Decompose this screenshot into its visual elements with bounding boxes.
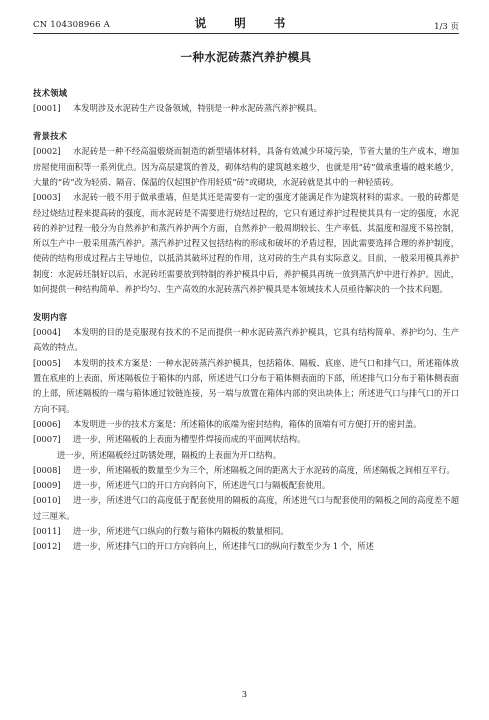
paragraph: [33, 417, 459, 432]
paragraph-number: [0009]: [33, 480, 61, 491]
document-body: [33, 86, 459, 555]
patent-number: CN 104308966 A: [33, 20, 110, 30]
paragraph: [33, 539, 459, 554]
paragraph-continuation: 进一步，所述隔板经过防锈处理，隔板的上表面为开口结构。: [57, 449, 282, 460]
paragraph-number: [0001]: [33, 103, 61, 114]
paragraph-number: [0007]: [33, 434, 61, 445]
paragraph-number: [0011]: [33, 526, 61, 537]
paragraph-text: 本发明涉及水泥砖生产设备领域，特别是一种水泥砖蒸汽养护模具。: [73, 103, 322, 114]
paragraph-text: 进一步，所述进气口的开口方向斜向下，所述进气口与隔板配套使用。: [73, 480, 331, 491]
paragraph-number: [0010]: [33, 495, 61, 506]
paragraph-text: 进一步，所述隔板的数量至少为三个，所述隔板之间的距离大于水泥砖的高度，所述隔板之间相互平行。: [73, 464, 455, 475]
section-heading: 技术领域: [33, 88, 68, 98]
paragraph-text: 本发明的技术方案是：一种水泥砖蒸汽养护模具，包括箱体、隔板、底座、进气口和排气口，所述箱体放置在底座的上表面，所述隔板位于箱体的内部，所述进气口分布于箱体侧表面的下部，所述排气口分布于箱体侧表面的上部，所述隔板的一端与箱体通过铰链连接，另一端与放置在箱体内部的突出块体上；所述进气口与排气口的开口方向不同。: [33, 357, 459, 414]
paragraph-text: 进一步，所述隔板的上表面为槽型件焊接而成的平面网状结构。: [73, 434, 306, 445]
header-rule: [33, 33, 459, 34]
paragraph-number: [0012]: [33, 541, 61, 552]
paragraph-number: [0008]: [33, 464, 61, 475]
page-indicator: 1/3 页: [434, 22, 459, 32]
paragraph-text: 进一步，所述进气口的高度低于配套使用的隔板的高度，所述进气口与配套使用的隔板之间的高度差不超过三厘米。: [33, 495, 459, 521]
paragraph-number: [0003]: [33, 192, 61, 203]
paragraph: [33, 356, 459, 417]
paragraph: [33, 190, 459, 297]
paragraph-text: 水泥砖是一种不经高温煅烧而制造的新型墙体材料，具备有效减少环境污染，节省大量的生产成本，增加房屋使用面积等一系列优点。因为高层建筑的普及，砌体结构的建筑越来越少，也就是用“砖”做承重墙的越来越少，大量的“砖”改为轻质、隔音、保温的仅起围护作用轻质“砖”或砌块，水泥砖就是其中的一种轻质砖。: [33, 146, 459, 187]
page-header: [33, 12, 459, 32]
paragraph: [33, 432, 459, 447]
paragraph: [33, 524, 459, 539]
paragraph-number: [0002]: [33, 146, 61, 157]
paragraph: [33, 101, 459, 116]
paragraph-text: 进一步，所述排气口的开口方向斜向上，所述排气口的纵向行数至少为 1 个，所述: [73, 541, 374, 552]
document-type: 说 明 书: [194, 16, 298, 30]
paragraph-number: [0005]: [33, 357, 61, 368]
paragraph: [33, 144, 459, 190]
section-heading: 发明内容: [33, 311, 68, 322]
paragraph-number: [0006]: [33, 418, 61, 429]
paragraph-number: [0004]: [33, 327, 61, 338]
page-number: 3: [241, 690, 248, 700]
paragraph-text: 本发明进一步的技术方案是：所述箱体的底端为密封结构，箱体的顶端有可方便打开的密封盖。: [73, 418, 422, 429]
paragraph: [33, 325, 459, 356]
document-title: 一种水泥砖蒸汽养护模具: [180, 50, 312, 64]
section-heading: 背景技术: [33, 131, 68, 142]
paragraph-text: 本发明的目的是克服现有技术的不足而提供一种水泥砖蒸汽养护模具，它具有结构简单、养护均匀、生产高效的特点。: [33, 327, 459, 353]
paragraph: [33, 493, 459, 524]
paragraph-text: 水泥砖一般不用于做承重墙，但是其还是需要有一定的强度才能满足作为建筑材料的需求。一般的砖都是经过烧结过程来提高砖的强度，而水泥砖是不需要进行烧结过程的，它只有通过养护过程使其具有一定的强度，水泥砖的养护过程一般分为自然养护和蒸汽养护两个方面，自然养护一般周期较长、生产率低、其温度和湿度不易控制，所以生产中一般采用蒸汽养护。蒸汽养护过程又包括结构的形成和破坏的矛盾过程，因此需要选择合理的养护制度，使砖的结构形成过程占主导地位，以抵消其破坏过程的作用，这对砖的生产具有实际意义。目前，一般采用模具养护制度：水泥砖坯制好以后，水泥砖坯需要放到特制的养护模具中后，养护模具再统一放到蒸汽炉中进行养护。因此，如何提供一种结构简单、养护均匀、生产高效的水泥砖蒸汽养护模具是本领域技术人员亟待解决的一个技术问题。: [33, 192, 459, 295]
paragraph: [33, 478, 459, 493]
paragraph-text: 进一步，所述进气口纵向的行数与箱体内隔板的数量相同。: [73, 526, 289, 537]
paragraph: [33, 463, 459, 478]
